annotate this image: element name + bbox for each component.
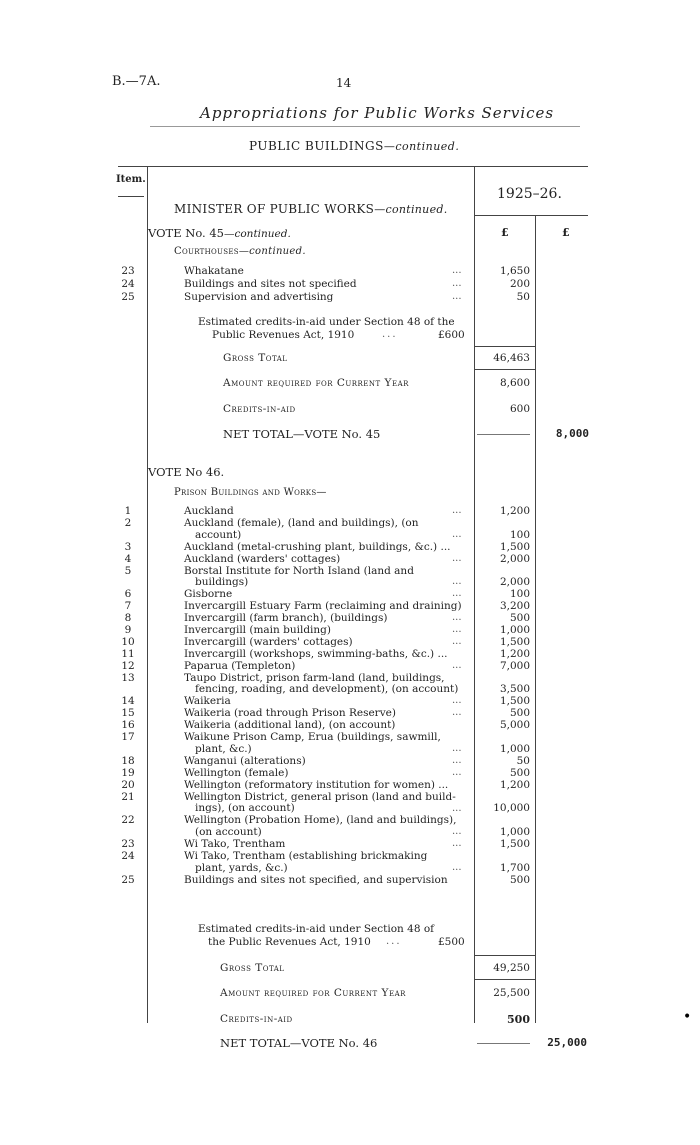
- item-number: 16: [121, 719, 135, 732]
- vote-45-gross-amount: 46,463: [493, 352, 530, 364]
- item-number: 19: [121, 766, 135, 779]
- vote-45-credits-in-aid-amount: 600: [509, 403, 530, 415]
- item-description: Invercargill Estuary Farm (reclaiming and draining): [184, 600, 462, 613]
- item-header-rule: [118, 196, 144, 197]
- item-description: Buildings and sites not specified, and supervision: [184, 873, 448, 886]
- vote-45-credits-note-line2: Public Revenues Act, 1910: [212, 329, 355, 341]
- item-description: Waikeria (additional land), (on account): [184, 719, 396, 732]
- item-number: 25: [121, 291, 135, 303]
- item-description: Auckland: [184, 505, 234, 517]
- item-number: 10: [121, 635, 135, 648]
- item-description: Invercargill (main building): [184, 624, 331, 636]
- item-column-header: Item.: [116, 174, 146, 185]
- item-description-continued: fencing, roading, and development), (on account): [195, 683, 459, 696]
- currency-symbol-right: £: [562, 226, 570, 239]
- dot-leader: ...: [452, 862, 462, 873]
- table-row: [0, 790, 700, 815]
- vote-45-net-label: NET TOTAL—VOTE No. 45: [223, 427, 381, 441]
- item-amount: 500: [509, 766, 530, 779]
- item-amount: 1,000: [499, 826, 530, 839]
- vote-45-required-amount: 8,600: [499, 377, 530, 389]
- dot-leader: ...: [452, 505, 462, 516]
- item-description: Wellington (female): [184, 766, 289, 779]
- item-amount: 1,000: [499, 624, 530, 636]
- item-number: 8: [124, 612, 132, 625]
- item-amount: 1,200: [499, 647, 530, 660]
- vote-46-net-label: NET TOTAL—VOTE No. 46: [220, 1036, 378, 1050]
- dot-leader: ...: [452, 635, 462, 647]
- dot-leader: ...: [452, 278, 462, 289]
- item-number: 13: [121, 671, 135, 684]
- vote-46-credits-in-aid-label: Credits-in-aid: [220, 1013, 293, 1025]
- table-row: [0, 671, 700, 696]
- item-number: 14: [121, 695, 135, 708]
- item-number: 3: [124, 540, 132, 553]
- item-number: 7: [124, 600, 132, 613]
- item-amount: 50: [516, 754, 530, 767]
- rule: [474, 346, 535, 347]
- vote-45-credits-dots: ...: [382, 329, 398, 340]
- item-description: Auckland (metal-crushing plant, buildings, &c.) ...: [184, 540, 451, 553]
- table-row: [0, 291, 700, 304]
- item-number: 1: [124, 505, 132, 517]
- item-description: Wellington District, general prison (land and build-: [184, 790, 456, 803]
- item-amount: 500: [509, 612, 530, 625]
- item-amount: 7,000: [499, 659, 530, 672]
- vote-45-net-amount: 8,000: [555, 427, 589, 440]
- page-title: Appropriations for Public Works Services: [200, 104, 555, 122]
- item-amount: 10,000: [493, 802, 530, 815]
- vote-46-gross-amount: 49,250: [493, 962, 530, 974]
- item-number: 18: [121, 754, 135, 767]
- item-amount: 50: [516, 291, 530, 303]
- dash-rule: [477, 1043, 530, 1044]
- dot-leader: ...: [452, 802, 462, 814]
- item-description: Gisborne: [184, 588, 233, 601]
- item-amount: 100: [509, 588, 530, 601]
- vote-45-heading: VOTE No. 45—continued.: [148, 226, 291, 240]
- vote-46-gross-label: Gross Total: [220, 962, 285, 974]
- item-description: Whakatane: [184, 265, 244, 277]
- vote-46-required-label: Amount required for Current Year: [220, 987, 406, 999]
- item-amount: 1,000: [499, 742, 530, 755]
- vote-45-required-label: Amount required for Current Year: [223, 377, 409, 389]
- item-amount: 1,500: [499, 635, 530, 648]
- vote-46-credits-dots: ...: [386, 936, 402, 947]
- vote-46-credits-note-line2: the Public Revenues Act, 1910: [208, 936, 371, 948]
- item-amount: 1,500: [499, 838, 530, 851]
- item-description: Wanganui (alterations): [184, 754, 306, 767]
- item-description: Buildings and sites not specified: [184, 278, 357, 290]
- page-number: 14: [336, 76, 352, 90]
- item-amount: 100: [509, 528, 530, 541]
- dot-leader: ...: [452, 766, 462, 778]
- vote-46-credits-note-line1: Estimated credits-in-aid under Section 48 of: [198, 923, 435, 935]
- item-amount: 5,000: [499, 719, 530, 732]
- vote-46-required-amount: 25,500: [493, 987, 530, 999]
- item-description: Wi Tako, Trentham: [184, 838, 286, 851]
- item-number: 9: [124, 624, 132, 636]
- dot-leader: ...: [452, 743, 462, 754]
- item-number: 21: [121, 790, 135, 803]
- item-number: 15: [121, 707, 135, 720]
- item-description: Wellington (reformatory institution for women) ...: [184, 778, 449, 791]
- item-number: 11: [121, 647, 135, 660]
- document-reference: B.—7A.: [112, 74, 161, 89]
- item-amount: 500: [509, 873, 530, 886]
- item-number: 2: [124, 516, 132, 529]
- table-row: [0, 516, 700, 541]
- item-description: Auckland (female), (land and buildings), (on: [184, 516, 419, 529]
- table-row: [0, 564, 700, 589]
- dot-leader: ...: [452, 707, 462, 719]
- dot-leader: ...: [452, 624, 462, 635]
- item-number: 6: [124, 588, 132, 601]
- item-description-continued: (on account): [195, 826, 262, 839]
- item-number: 25: [121, 873, 135, 886]
- item-description-continued: plant, &c.): [195, 742, 252, 755]
- item-amount: 2,000: [499, 552, 530, 565]
- dot-leader: ...: [452, 695, 462, 707]
- dash-rule: [477, 434, 530, 435]
- item-description: Wi Tako, Trentham (establishing brickmaking: [184, 850, 428, 863]
- item-number: 20: [121, 778, 135, 791]
- vote-45-credits-amount: £600: [438, 329, 465, 341]
- year-header-rule: [474, 215, 588, 216]
- item-amount: 500: [509, 707, 530, 720]
- item-description: Invercargill (workshops, swimming-baths, &c.) ...: [184, 647, 448, 660]
- ministry-heading: MINISTER OF PUBLIC WORKS—continued.: [174, 202, 448, 216]
- dot-leader: ...: [452, 838, 462, 850]
- item-description: Taupo District, prison farm-land (land, buildings,: [184, 671, 445, 684]
- item-description: Borstal Institute for North Island (land and: [184, 564, 414, 577]
- rule: [474, 369, 535, 370]
- vote-46-heading: VOTE No 46.: [148, 465, 225, 479]
- item-description: Wellington (Probation Home), (land and buildings),: [184, 814, 457, 827]
- vote-46-net-amount: 25,000: [547, 1036, 587, 1049]
- item-description: Waikeria (road through Prison Reserve): [184, 707, 396, 720]
- item-amount: 1,200: [499, 505, 530, 517]
- vote-45-credits-in-aid-label: Credits-in-aid: [223, 403, 296, 415]
- section-title: PUBLIC BUILDINGS—continued.: [249, 139, 460, 153]
- table-row: [0, 874, 700, 887]
- dot-leader: ...: [452, 659, 462, 671]
- item-number: 23: [121, 838, 135, 851]
- item-number: 4: [124, 552, 132, 565]
- item-description-continued: account): [195, 528, 242, 541]
- currency-symbol-left: £: [501, 226, 509, 239]
- item-number: 24: [121, 850, 135, 863]
- rule: [474, 979, 535, 980]
- table-top-rule: [118, 166, 588, 167]
- item-description: Waikune Prison Camp, Erua (buildings, sawmill,: [184, 731, 441, 744]
- item-description: Supervision and advertising: [184, 291, 334, 303]
- item-description: Waikeria: [184, 695, 231, 708]
- table-row: [0, 850, 700, 874]
- dot-leader: ...: [452, 291, 462, 302]
- dot-leader: ...: [452, 576, 462, 588]
- vote-45-gross-label: Gross Total: [223, 352, 288, 364]
- item-number: 22: [121, 814, 135, 827]
- table-row: [0, 265, 700, 278]
- table-row: [0, 278, 700, 291]
- item-number: 23: [121, 265, 135, 277]
- vote-46-subheading: Prison Buildings and Works—: [174, 487, 327, 498]
- item-amount: 1,650: [499, 265, 530, 277]
- vote-45-subheading: Courthouses—continued.: [174, 246, 306, 257]
- vote-46-credits-amount: £500: [438, 936, 465, 948]
- item-description-continued: ings), (on account): [195, 802, 295, 815]
- table-row: [0, 814, 700, 839]
- item-number: 5: [124, 564, 132, 577]
- item-amount: 3,200: [499, 600, 530, 613]
- header-rule: [150, 126, 580, 127]
- table-row: [0, 731, 700, 755]
- dot-leader: ...: [452, 552, 462, 564]
- margin-ink-mark: •: [683, 1009, 692, 1025]
- item-number: 24: [121, 278, 135, 290]
- financial-year: 1925–26.: [497, 186, 562, 202]
- vote-46-credits-in-aid-amount: 500: [507, 1013, 530, 1026]
- item-description: Invercargill (warders' cottages): [184, 635, 353, 648]
- item-amount: 1,500: [499, 695, 530, 708]
- item-amount: 1,500: [499, 540, 530, 553]
- item-amount: 3,500: [499, 683, 530, 696]
- item-amount: 200: [509, 278, 530, 290]
- dot-leader: ...: [452, 826, 462, 838]
- item-description-continued: plant, yards, &c.): [195, 861, 288, 874]
- item-number: 12: [121, 659, 135, 672]
- item-number: 17: [121, 731, 135, 744]
- dot-leader: ...: [452, 612, 462, 624]
- item-description: Auckland (warders' cottages): [184, 552, 341, 565]
- dot-leader: ...: [452, 265, 462, 276]
- item-amount: 2,000: [499, 576, 530, 589]
- vote-45-credits-note-line1: Estimated credits-in-aid under Section 48 of the: [198, 316, 455, 328]
- item-amount: 1,200: [499, 778, 530, 791]
- rule: [474, 955, 535, 956]
- dot-leader: ...: [452, 588, 462, 600]
- item-description-continued: buildings): [195, 576, 249, 589]
- item-amount: 1,700: [499, 861, 530, 874]
- dot-leader: ...: [452, 754, 462, 766]
- item-description: Invercargill (farm branch), (buildings): [184, 612, 388, 625]
- item-description: Paparua (Templeton): [184, 659, 296, 672]
- dot-leader: ...: [452, 528, 462, 540]
